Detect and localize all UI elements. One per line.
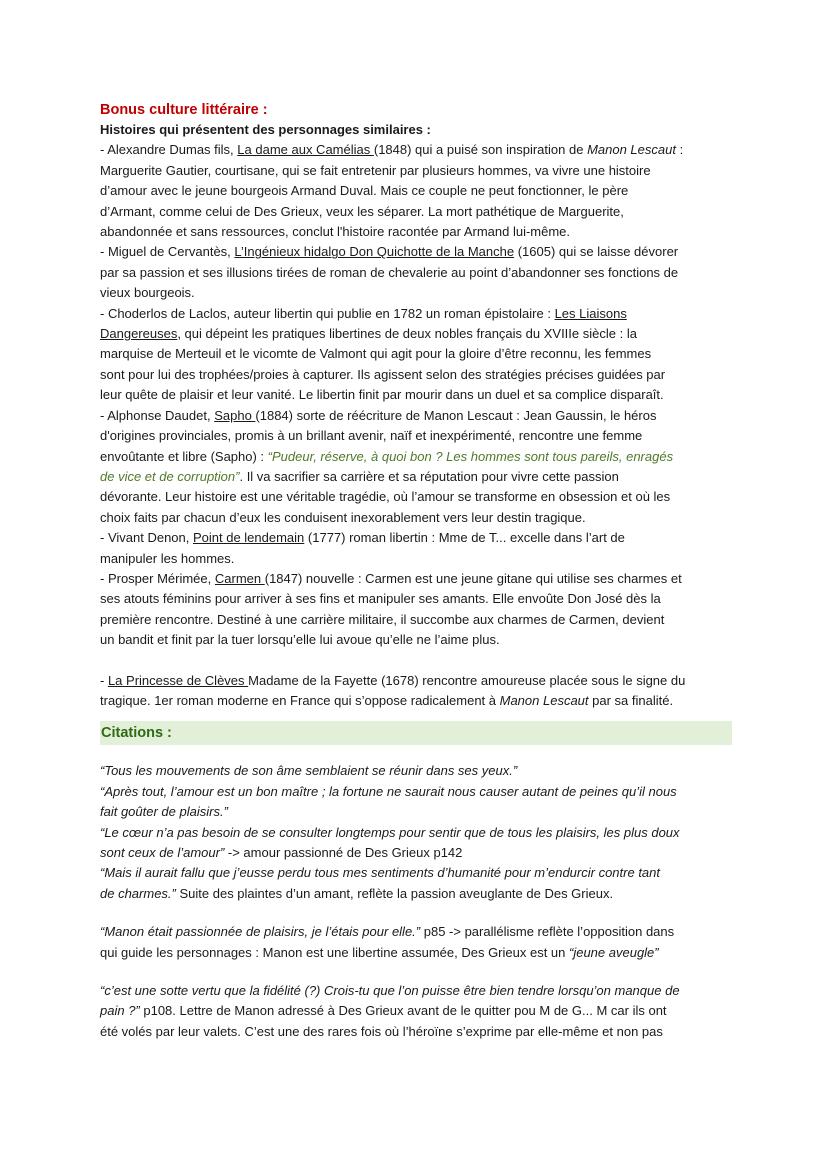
daudet-line-2: d'origines provinciales, promis à un brillant avenir, naïf et inexpérimenté, rencontre une femme: [100, 428, 643, 444]
daudet-quote-part1: “Pudeur, réserve, à quoi bon ? Les hommes sont tous pareils, enragés: [267, 448, 674, 464]
lafayette-line-2: [100, 691, 732, 711]
denon-book-title: Point de lendemain: [192, 530, 305, 546]
denon-line-1: [100, 528, 732, 548]
dumas-colon: :: [675, 142, 684, 158]
citations-block: [100, 761, 732, 1042]
lafayette-book-title: La Princesse de Clèves: [107, 672, 249, 688]
daudet-text: (1884) sorte de réécriture de Manon Lescaut : Jean Gaussin, le héros: [255, 407, 657, 423]
paragraph-dumas: [100, 140, 732, 242]
citation-6-comment: p108. Lettre de Manon adressé à Des Grieux avant de le quitter pou M de G... M car ils ont: [139, 1003, 667, 1019]
dumas-text: (1848) qui a puisé son inspiration de: [373, 142, 588, 158]
merimee-text: (1847) nouvelle : Carmen est une jeune gitane qui utilise ses charmes et: [264, 570, 682, 586]
merimee-line-3: première rencontre. Destiné à une carrière militaire, il succombe aux charmes de Carmen, devient: [100, 611, 665, 627]
citation-3-comment: -> amour passionné de Des Grieux p142: [224, 845, 463, 860]
citation-5-line-1: [100, 922, 732, 942]
daudet-text-3: envoûtante et libre (Sapho) :: [100, 448, 268, 464]
laclos-line-1: [100, 304, 732, 324]
daudet-line-1: [100, 406, 732, 426]
dumas-manon-ref: Manon Lescaut: [587, 142, 676, 158]
citation-6-line-2: [100, 1001, 732, 1021]
paragraph-cervantes: [100, 242, 732, 303]
spacer: [100, 651, 732, 671]
denon-text: (1777) roman libertin : Mme de T... excelle dans l’art de: [304, 530, 625, 546]
spacer: [100, 963, 732, 981]
merimee-book-title: Carmen: [214, 570, 265, 586]
cervantes-line-1: [100, 242, 732, 262]
laclos-text-2: , qui dépeint les pratiques libertines de deux nobles français du XVIIIe siècle : la: [177, 326, 637, 342]
paragraph-lafayette: [100, 671, 732, 712]
merimee-line-2: ses atouts féminins pour arriver à ses fins et manipuler ses amants. Elle envoûte Don José dès la: [100, 591, 661, 607]
paragraph-merimee: [100, 569, 732, 651]
cervantes-text: (1605) qui se laisse dévorer: [514, 244, 679, 260]
dumas-line-5: abandonnée et sans ressources, conclut l'histoire racontée par Armand lui-même.: [100, 224, 571, 240]
citation-3-quote-end: sont ceux de l’amour”: [100, 845, 225, 860]
paragraph-daudet: [100, 406, 732, 528]
laclos-line-3: marquise de Merteuil et le vicomte de Valmont qui agit pour la gloire d’être reconnu, les femmes: [100, 346, 652, 362]
dumas-author: - Alexandre Dumas fils,: [100, 142, 238, 158]
cervantes-line-3: vieux bourgeois.: [100, 285, 195, 301]
denon-author: - Vivant Denon,: [100, 530, 193, 546]
cervantes-author: - Miguel de Cervantès,: [100, 244, 235, 260]
lafayette-line-1: [100, 671, 732, 691]
section-subtitle: Histoires qui présentent des personnages similaires :: [100, 122, 431, 137]
citation-6-quote-end: pain ?”: [100, 1003, 140, 1019]
citations-header-bar: [100, 721, 732, 745]
dumas-line-1: [100, 140, 732, 160]
lafayette-text-3: par sa finalité.: [588, 692, 674, 708]
cervantes-book-title: L’Ingénieux hidalgo Don Quichotte de la Manche: [234, 244, 515, 260]
citation-5-quote: “Manon était passionnée de plaisirs, je l’étais pour elle.”: [100, 924, 421, 940]
citation-5-comment: p85 -> parallélisme reflète l’opposition dans: [420, 924, 675, 940]
citation-4-comment: Suite des plaintes d’un amant, reflète la passion aveuglante de Des Grieux.: [175, 885, 614, 901]
lafayette-text-2: tragique. 1er roman moderne en France qui s’oppose radicalement à: [100, 692, 500, 708]
section-title: Bonus culture littéraire :: [100, 102, 268, 118]
lafayette-text: Madame de la Fayette (1678) rencontre amoureuse placée sous le signe du: [248, 672, 686, 688]
paragraph-denon: [100, 528, 732, 569]
daudet-book-title: Sapho: [214, 407, 256, 423]
citation-2-line-1: “Après tout, l’amour est un bon maître ; la fortune ne saurait nous causer autant de peines qu’il nous: [100, 783, 677, 799]
dumas-line-2: Marguerite Gautier, courtisane, qui se fait entretenir par plusieurs hommes, va vivre une histoire: [100, 162, 651, 178]
daudet-line-5: dévorante. Leur histoire est une véritable tragédie, où l’amour se transforme en obsession et où les: [100, 489, 671, 505]
lafayette-dash: -: [100, 672, 108, 688]
citation-4-line-1: “Mais il aurait fallu que j’eusse perdu tous mes sentiments d’humanité pour m’endurcir contre tant: [100, 865, 660, 881]
dumas-book-title: La dame aux Camélias: [237, 142, 374, 158]
citation-4-quote-end: de charmes.”: [100, 885, 176, 901]
daudet-text-4: . Il va sacrifier sa carrière et sa réputation pour vivre cette passion: [239, 468, 619, 484]
merimee-line-4: un bandit et finit par la tuer lorsqu’elle lui avoue qu’elle ne l’aime plus.: [100, 632, 500, 648]
paragraph-laclos: [100, 304, 732, 406]
citation-5-comment-2: qui guide les personnages : Manon est une libertine assumée, Des Grieux est un: [100, 944, 569, 960]
merimee-author: - Prosper Mérimée,: [100, 570, 215, 586]
citation-3-line-2: [100, 843, 732, 863]
lafayette-manon-ref: Manon Lescaut: [499, 692, 589, 708]
citation-1: “Tous les mouvements de son âme semblaient se réunir dans ses yeux.”: [100, 763, 518, 779]
daudet-line-6: choix faits par chacun d’eux les conduisent inexorablement vers leur destin tragique.: [100, 509, 586, 525]
citation-4-line-2: [100, 884, 732, 904]
laclos-text: - Choderlos de Laclos, auteur libertin qui publie en 1782 un roman épistolaire :: [100, 305, 555, 321]
laclos-line-2: [100, 324, 732, 344]
denon-line-2: manipuler les hommes.: [100, 550, 235, 566]
laclos-line-4: sont pour lui des trophées/proies à capturer. Ils agissent selon des stratégies précises guidées par: [100, 366, 666, 382]
laclos-book-title-part2: Dangereuses: [100, 326, 178, 342]
citation-6-line-3: été volés par leur valets. C’est une des rares fois où l’héroïne s’exprime par elle-même et non pas: [100, 1023, 663, 1039]
daudet-line-4: [100, 467, 732, 487]
citation-3-line-1: “Le cœur n’a pas besoin de se consulter longtemps pour sentir que de tous les plaisirs, les plus doux: [100, 824, 680, 840]
daudet-author: - Alphonse Daudet,: [100, 407, 215, 423]
cervantes-line-2: par sa passion et ses illusions tirées de roman de chevalerie au point d’abandonner ses fonctions de: [100, 264, 679, 280]
dumas-line-3: d’amour avec le jeune bourgeois Armand Duval. Mais ce couple ne peut fonctionner, le père: [100, 183, 629, 199]
daudet-line-3: [100, 447, 732, 467]
laclos-book-title-part1: Les Liaisons: [554, 305, 627, 321]
document-content: [100, 100, 732, 1042]
citation-2-line-2: fait goûter de plaisirs.”: [100, 804, 228, 820]
daudet-quote-part2: de vice et de corruption”: [100, 468, 240, 484]
dumas-line-4: d’Armant, comme celui de Des Grieux, veux les séparer. La mort pathétique de Marguerite,: [100, 203, 624, 219]
spacer: [100, 904, 732, 922]
citation-5-quote-2: “jeune aveugle”: [569, 944, 659, 960]
citation-6-line-1: “c’est une sotte vertu que la fidélité (?) Crois-tu que l’on puisse être bien tendre lorsqu’on manque de: [100, 983, 680, 999]
merimee-line-1: [100, 569, 732, 589]
laclos-line-5: leur quête de plaisir et leur vanité. Le libertin finit par mourir dans un duel et sa complice disparaît.: [100, 387, 664, 403]
citation-5-line-2: [100, 943, 732, 963]
citations-title: Citations :: [101, 725, 172, 742]
